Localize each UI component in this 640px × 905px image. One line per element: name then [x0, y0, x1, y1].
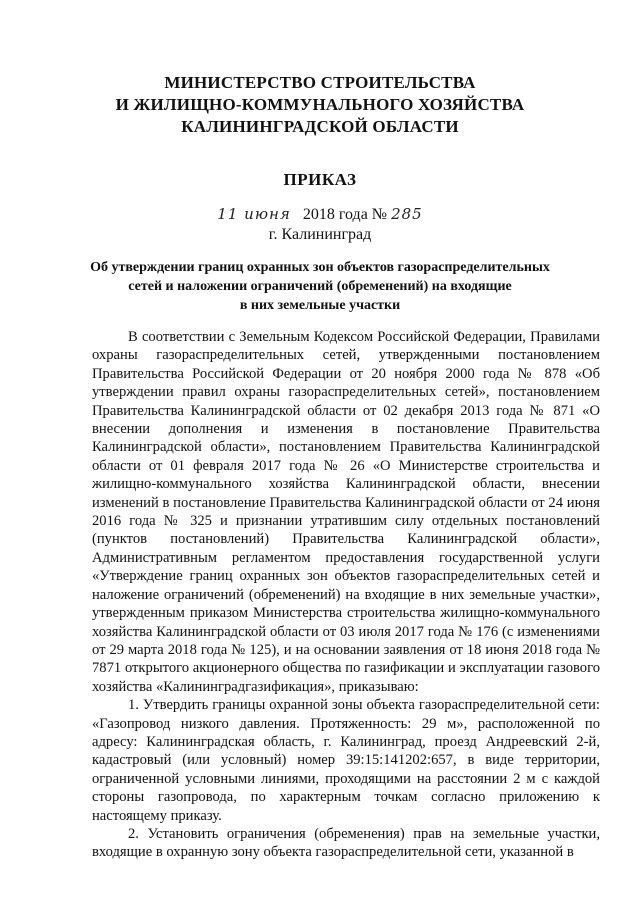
order-subject [0, 258, 640, 315]
subject-line-2: сетей и наложении ограничений (обременений) на входящие [128, 279, 512, 294]
header-line-2: И ЖИЛИЩНО-КОММУНАЛЬНОГО ХОЗЯЙСТВА [115, 95, 525, 114]
printed-year: 2018 года № [302, 206, 388, 223]
handwritten-order-number: 285 [391, 205, 423, 223]
ministry-header [0, 72, 640, 138]
order-date-line [0, 204, 640, 225]
body-paragraph-item-1: 1. Утвердить границы охранной зоны объекта газораспределительной сети: «Газопровод низкого давления. Протяженность: 29 м», расположенной по адресу: Калининградская область, г. Калининград, проезд Андреевский 2-й, кадастровый (или условный) номер 39:15:141202:657, в виде территории, ограниченной условными линиями, проходящими на расстоянии 2 м с каждой стороны газопровода, по характерным точкам согласно приложению к настоящему приказу. [92, 697, 600, 824]
header-line-3: КАЛИНИНГРАДСКОЙ ОБЛАСТИ [181, 117, 459, 136]
handwritten-date: 11 июня [217, 205, 291, 223]
body-paragraph-item-2: 2. Установить ограничения (обременения) прав на земельные участки, входящие в охранную зону объекта газораспределительной сети, указанной в [92, 825, 600, 861]
order-body [92, 328, 600, 862]
document-title: ПРИКАЗ [283, 170, 357, 189]
body-paragraph-preamble: В соответствии с Земельным Кодексом Российской Федерации, Правилами охраны газораспределительных сетей, утвержденными постановлением Правительства Российской Федерации от 20 ноября 2000 года № 878 «Об утверждении правил охраны газораспределительных сетей», постановлением Правительства Калининградской области от 02 декабря 2013 года № 871 «О внесении дополнения и изменения в постановление Правительства Калининградской области», постановлением Правительства Калининградской области от 01 февраля 2017 года № 26 «О Министерстве строительства и жилищно-коммунального хозяйства Калининградской области, внесении изменений в постановление Правительства Калининградской области от 24 июня 2016 года № 325 и признании утратившим силу отдельных постановлений (пунктов постановлений) Правительства Калининградской области», Административным регламентом предоставления государственной услуги «Утверждение границ охранных зон объектов газораспределительных сетей и наложение ограничений (обременений) на входящие в них земельные участки», утвержденным приказом Министерства строительства жилищно-коммунального хозяйства Калининградской области от 03 июля 2017 года № 176 (с изменениями от 29 марта 2018 года № 125), и на основании заявления от 18 июня 2018 года № 7871 открытого акционерного общества по газификации и эксплуатации газового хозяйства «Калининградгазификация», приказываю: [92, 329, 600, 695]
subject-line-3: в них земельные участки [239, 298, 401, 313]
subject-line-1: Об утверждении границ охранных зон объектов газораспределительных [90, 260, 550, 275]
city-line: г. Калининград [268, 226, 372, 243]
header-line-1: МИНИСТЕРСТВО СТРОИТЕЛЬСТВА [164, 73, 476, 92]
